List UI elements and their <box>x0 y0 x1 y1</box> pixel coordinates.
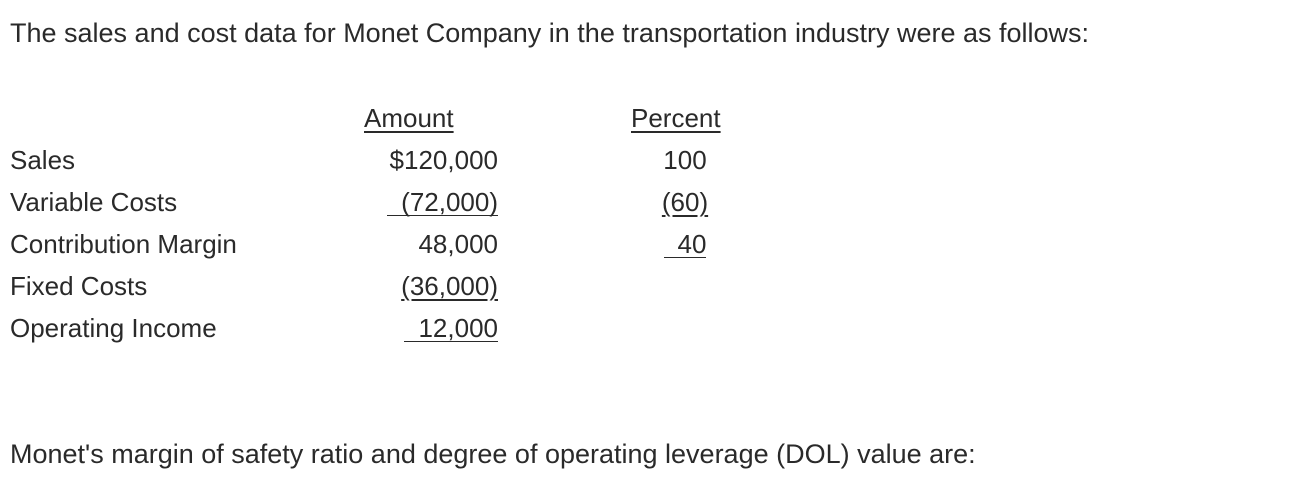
intro-text: The sales and cost data for Monet Company in the transportation industry were as follows: <box>10 18 1090 48</box>
question-text: Monet's margin of safety ratio and degree of operating leverage (DOL) value are: <box>10 439 976 469</box>
percent-column-header: Percent <box>631 103 721 133</box>
amount-contribution-margin: 48,000 <box>418 229 498 259</box>
amount-variable-costs: (72,000) <box>387 189 498 216</box>
amount-fixed-costs: (36,000) <box>401 271 498 301</box>
amount-operating-income: 12,000 <box>404 315 498 342</box>
amount-column-header: Amount <box>364 103 454 133</box>
percent-contribution-margin: 40 <box>664 231 707 258</box>
row-label-variable-costs: Variable Costs <box>10 187 178 217</box>
percent-sales: 100 <box>663 145 707 175</box>
percent-variable-costs: (60) <box>661 187 709 217</box>
row-label-sales: Sales <box>10 145 76 175</box>
row-label-fixed-costs: Fixed Costs <box>10 271 148 301</box>
amount-variable-costs-cell <box>360 186 498 218</box>
amount-fixed-costs-cell <box>360 270 498 302</box>
amount-operating-income-cell <box>360 312 498 344</box>
percent-contribution-margin-cell <box>630 228 740 260</box>
percent-variable-costs-cell <box>630 186 740 218</box>
row-label-operating-income: Operating Income <box>10 313 217 343</box>
amount-sales: $120,000 <box>389 145 498 175</box>
row-label-contribution-margin: Contribution Margin <box>10 229 237 259</box>
